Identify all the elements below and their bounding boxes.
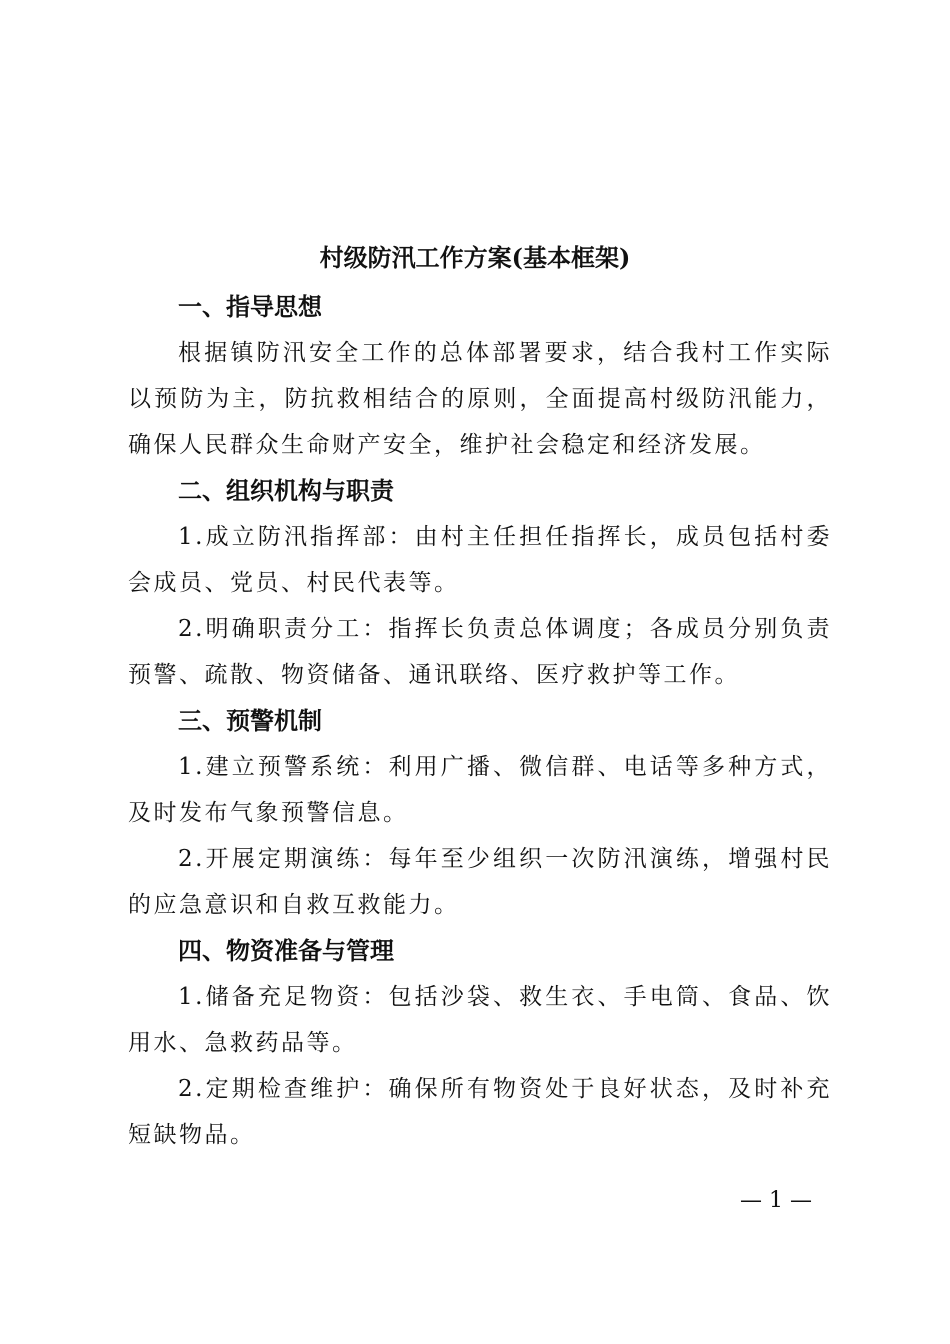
document-title: 村级防汛工作方案(基本框架) (319, 243, 631, 272)
section-materials-management (128, 928, 832, 1158)
document-body (128, 284, 832, 1158)
section-guiding-ideology (128, 284, 832, 468)
section-heading: 四、物资准备与管理 (178, 937, 394, 965)
paragraph: 2.明确职责分工：指挥长负责总体调度；各成员分别负责预警、疏散、物资储备、通讯联络、医疗救护等工作。 (128, 616, 832, 688)
paragraph: 1.成立防汛指挥部：由村主任担任指挥长，成员包括村委会成员、党员、村民代表等。 (128, 524, 832, 596)
section-warning-mechanism (128, 698, 832, 928)
page-number: — 1 — (740, 1188, 812, 1213)
section-heading: 二、组织机构与职责 (178, 477, 394, 505)
paragraph: 根据镇防汛安全工作的总体部署要求，结合我村工作实际以预防为主，防抗救相结合的原则，全面提高村级防汛能力，确保人民群众生命财产安全，维护社会稳定和经济发展。 (128, 340, 832, 458)
paragraph: 2.定期检查维护：确保所有物资处于良好状态，及时补充短缺物品。 (128, 1076, 832, 1148)
paragraph: 1.建立预警系统：利用广播、微信群、电话等多种方式，及时发布气象预警信息。 (128, 754, 832, 826)
paragraph: 2.开展定期演练：每年至少组织一次防汛演练，增强村民的应急意识和自救互救能力。 (128, 846, 832, 918)
section-heading: 三、预警机制 (178, 707, 322, 735)
section-heading: 一、指导思想 (178, 293, 322, 321)
paragraph: 1.储备充足物资：包括沙袋、救生衣、手电筒、食品、饮用水、急救药品等。 (128, 984, 832, 1056)
section-organization-duties (128, 468, 832, 698)
